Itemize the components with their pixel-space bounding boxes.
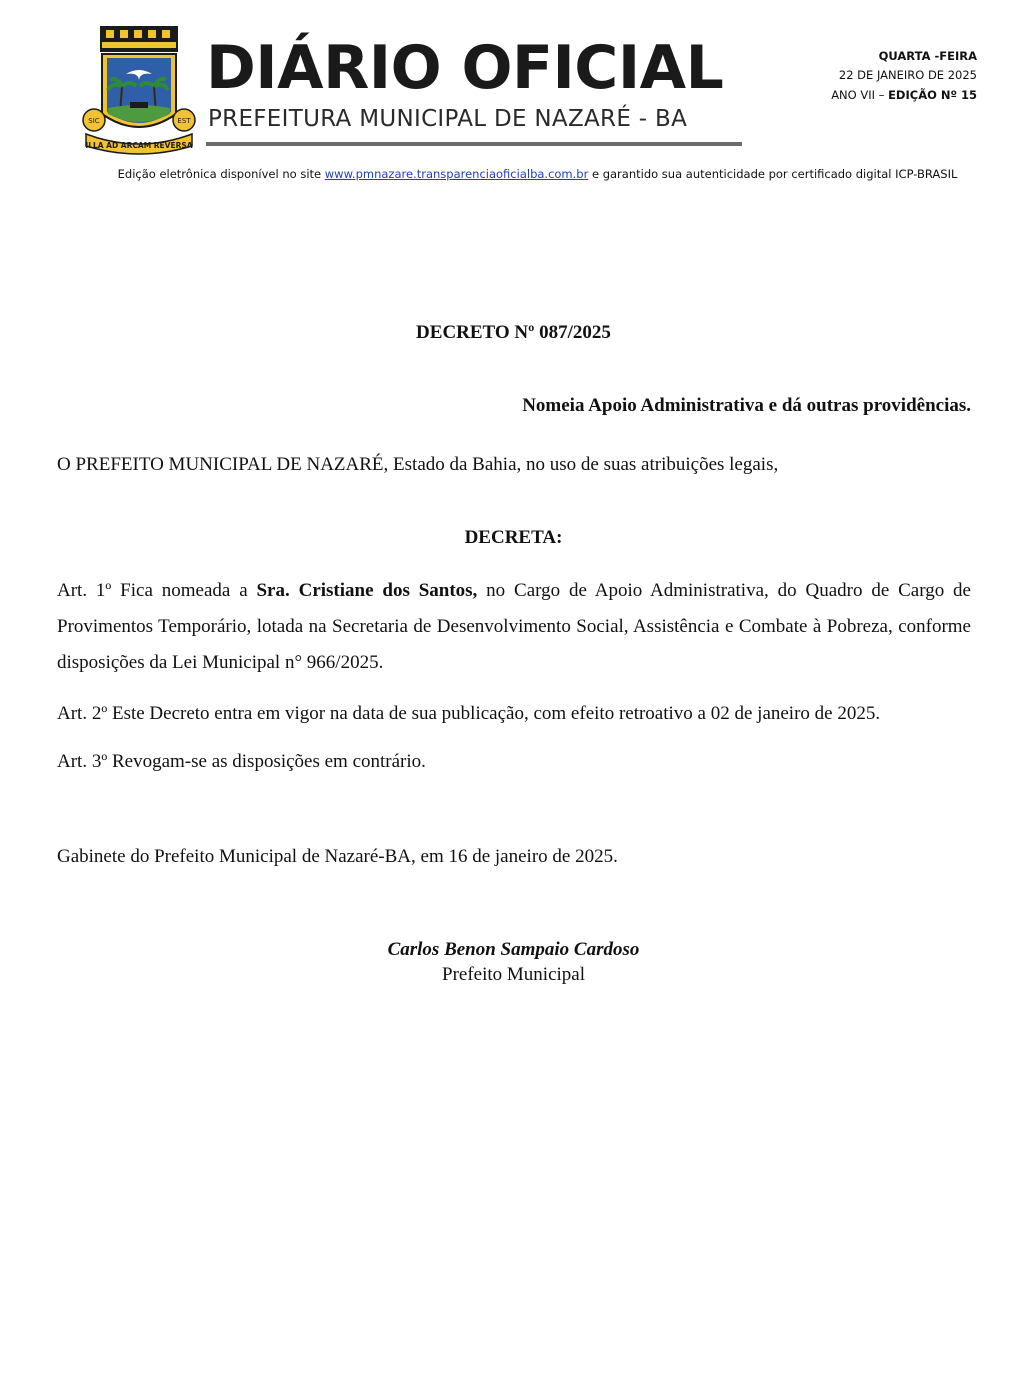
- decreta-heading: DECRETA:: [464, 527, 563, 548]
- transparency-site-link[interactable]: www.pmnazare.transparenciaoficialba.com.br: [324, 167, 589, 181]
- signer-name: Carlos Benon Sampaio Cardoso: [387, 939, 640, 960]
- coat-left-badge: SIC: [88, 117, 100, 125]
- signer-role: Prefeito Municipal: [442, 964, 585, 985]
- header-divider: [206, 142, 742, 146]
- article-3: Art. 3º Revogam-se as disposições em contrário.: [57, 751, 426, 772]
- electronic-edition-notice: [0, 167, 1027, 181]
- appointee-name: Sra. Cristiane dos Santos,: [256, 580, 478, 601]
- decree-ementa: Nomeia Apoio Administrativa e dá outras providências.: [522, 395, 971, 416]
- article-1-prefix: Art. 1º Fica nomeada a: [57, 580, 257, 601]
- coat-of-arms-icon: [80, 22, 198, 156]
- edition-info: [831, 88, 977, 102]
- edition-number: EDIÇÃO Nº 15: [888, 88, 977, 102]
- decree-title: DECRETO Nº 087/2025: [416, 322, 611, 343]
- weekday: QUARTA -FEIRA: [878, 49, 977, 63]
- issue-date: 22 DE JANEIRO DE 2025: [838, 68, 977, 82]
- year-label: ANO VII –: [831, 88, 889, 102]
- notice-text-before: Edição eletrônica disponível no site: [117, 167, 325, 181]
- notice-text-after: e garantido sua autenticidade por certificado digital ICP-BRASIL: [588, 167, 958, 181]
- decree-preamble: O PREFEITO MUNICIPAL DE NAZARÉ, Estado da Bahia, no uso de suas atribuições legais,: [57, 454, 779, 475]
- coat-motto: ILLA AD ARCAM REVERSA: [85, 141, 193, 150]
- newspaper-title: DIÁRIO OFICIAL: [206, 33, 724, 103]
- article-1: [57, 573, 971, 681]
- municipality-subtitle: PREFEITURA MUNICIPAL DE NAZARÉ - BA: [208, 106, 688, 132]
- closing-line: Gabinete do Prefeito Municipal de Nazaré-BA, em 16 de janeiro de 2025.: [57, 846, 618, 867]
- article-1-text: no Cargo de Apoio Administrativa, do Quadro de Cargo de Provimentos Temporário, lotada na Secretaria de Desenvolvimento Social, Assistência e Combate à Pobreza, conforme disposições da Lei Municipal n° 966/2025.: [57, 580, 971, 673]
- article-2: Art. 2º Este Decreto entra em vigor na data de sua publicação, com efeito retroativo a 02 de janeiro de 2025.: [57, 703, 881, 724]
- coat-right-badge: EST: [177, 117, 191, 125]
